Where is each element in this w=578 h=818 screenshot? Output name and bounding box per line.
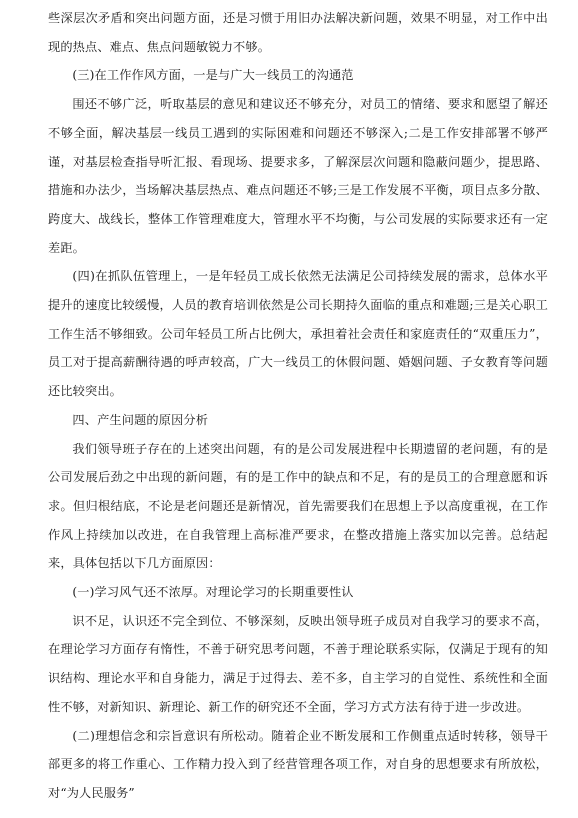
- paragraph-work-style-heading: (三)在工作作风方面，一是与广大一线员工的沟通范: [72, 68, 354, 83]
- paragraph-team-management: (四)在抓队伍管理上，一是年轻员工成长依然无法满足公司持续发展的需求，总体水平提升的速度比较缓慢，人员的教育培训依然是公司长期持久面临的重点和难题;三是关心职工工作生活不够细致。公司年轻员工所占比例大，承担着社会责任和家庭责任的“双重压力”，员工对于提高薪酬待遇的呼声较高，广大一线员工的休假问题、婚姻问题、子女教育等问题还比较突出。: [48, 269, 548, 399]
- paragraph-study-body: 识不足，认识还不完全到位、不够深刻，反映出领导班子成员对自我学习的要求不高，在理论学习方面存有惰性，不善于研究思考问题，不善于理论联系实际，仅满足于现有的知识结构、理论水平和自身能力，满足于过得去、差不多，自主学习的自觉性、系统性和全面性不够，对新知识、新理论、新工作的研究还不全面，学习方式方法有待于进一步改进。: [48, 613, 548, 714]
- paragraph-study-heading: (一)学习风气还不浓厚。对理论学习的长期重要性认: [72, 585, 354, 600]
- paragraph-work-style-body: 围还不够广泛，听取基层的意见和建议还不够充分，对员工的情绪、要求和愿望了解还不够全面，解决基层一线员工遇到的实际困难和问题还不够深入;二是工作安排部署不够严谨，对基层检查指导听汇报、看现场、提要求多，了解深层次问题和隐蔽问题少，提思路、措施和办法少，当场解决基层热点、难点问题还不够;三是工作发展不平衡，项目点多分散、跨度大、战线长，整体工作管理难度大，管理水平不均衡，与公司发展的实际要求还有一定差距。: [48, 97, 548, 255]
- section-heading-cause-analysis: 四、产生问题的原因分析: [72, 412, 209, 427]
- paragraph-continuation: 些深层次矛盾和突出问题方面，还是习惯于用旧办法解决新问题，效果不明显，对工作中出现的热点、难点、焦点问题敏锐力不够。: [48, 11, 548, 54]
- paragraph-ideals-beliefs: (二)理想信念和宗旨意识有所松动。随着企业不断发展和工作侧重点适时转移，领导干部更多的将工作重心、工作精力投入到了经营管理各项工作，对自身的思想要求有所放松，对“为人民服务”: [48, 728, 548, 800]
- paragraph-cause-overview: 我们领导班子存在的上述突出问题，有的是公司发展进程中长期遗留的老问题，有的是公司发展后劲之中出现的新问题，有的是工作中的缺点和不足，有的是员工的合理意愿和诉求。但归根结底，不论是老问题还是新情况，首先需要我们在思想上予以高度重视，在工作作风上持续加以改进，在自我管理上高标准严要求，在整改措施上落实加以完善。总结起来，具体包括以下几方面原因：: [48, 441, 548, 571]
